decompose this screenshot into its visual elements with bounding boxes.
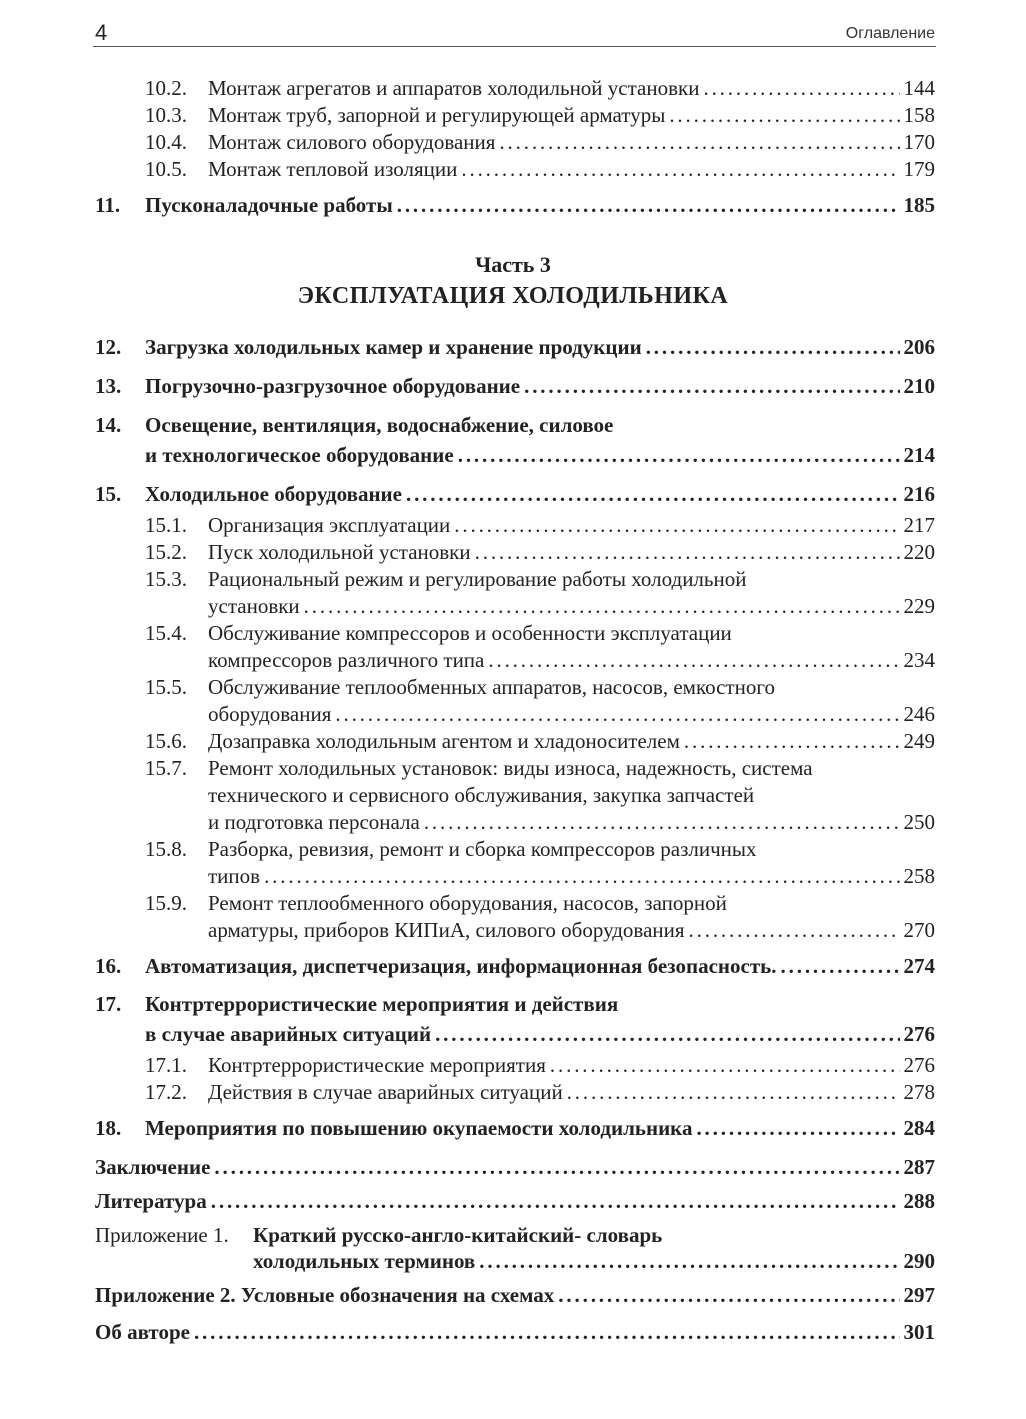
dot-leader <box>475 540 900 565</box>
page-ref: 284 <box>903 1116 935 1140</box>
dot-leader <box>458 443 900 468</box>
page-ref: 246 <box>903 702 935 726</box>
entry-line <box>208 675 775 700</box>
entry-number: 10.4. <box>145 130 187 154</box>
page-ref: 210 <box>903 374 935 398</box>
entry-line <box>208 891 727 916</box>
entry-number: Приложение 1. <box>95 1223 229 1247</box>
entry-line <box>208 810 935 835</box>
entry-title: Контртеррористические мероприятия и действия <box>145 992 619 1016</box>
dot-leader <box>304 594 900 619</box>
entry-line <box>208 648 935 673</box>
entry-title: Контртеррористические мероприятия <box>208 1053 546 1077</box>
entry-number: 17. <box>95 992 122 1016</box>
dot-leader <box>214 1155 899 1180</box>
entry-title: Обслуживание компрессоров и особенности эксплуатации <box>208 621 732 645</box>
entry-line <box>145 954 935 979</box>
page-ref: 274 <box>903 954 935 978</box>
page-ref: 158 <box>903 103 935 127</box>
entry-number: 15.5. <box>145 675 187 699</box>
entry-number: 10.2. <box>145 76 187 100</box>
entry-title: Организация эксплуатации <box>208 513 451 537</box>
dot-leader <box>479 1249 899 1274</box>
entry-title: Об авторе <box>95 1320 190 1344</box>
page-ref: 179 <box>903 157 935 181</box>
entry-title: Ремонт холодильных установок: виды износа, надежность, система <box>208 756 813 780</box>
part-title: ЭКСПЛУАТАЦИЯ ХОЛОДИЛЬНИКА <box>297 283 729 309</box>
entry-title: оборудования <box>208 702 332 726</box>
entry-title: арматуры, приборов КИПиА, силового оборудования <box>208 918 685 942</box>
dot-leader <box>397 193 900 218</box>
entry-title: Холодильное оборудование <box>145 482 402 506</box>
entry-line <box>208 594 935 619</box>
entry-line <box>95 1189 935 1214</box>
entry-number: 15.4. <box>145 621 187 645</box>
entry-number: 13. <box>95 374 122 398</box>
entry-line <box>145 413 613 438</box>
entry-number: 15.1. <box>145 513 187 537</box>
entry-title: в случае аварийных ситуаций <box>145 1022 432 1046</box>
entry-number: 15.2. <box>145 540 187 564</box>
page-ref: 288 <box>903 1189 935 1213</box>
entry-line <box>208 702 935 727</box>
entry-number: 17.1. <box>145 1053 187 1077</box>
dot-leader <box>194 1320 900 1345</box>
dot-leader <box>264 864 899 889</box>
entry-title: технического и сервисного обслуживания, закупка запчастей <box>208 783 755 807</box>
entry-line <box>208 1080 935 1105</box>
entry-line <box>208 157 935 182</box>
page-number: 4 <box>95 20 108 45</box>
page-ref: 287 <box>903 1155 935 1179</box>
entry-line <box>145 992 618 1017</box>
entry-number: 18. <box>95 1116 122 1140</box>
entry-line <box>95 1155 935 1180</box>
dot-leader <box>499 130 899 155</box>
entry-title: Монтаж тепловой изоляции <box>208 157 458 181</box>
entry-number: 17.2. <box>145 1080 187 1104</box>
entry-title: компрессоров различного типа <box>208 648 485 672</box>
entry-number: 15.7. <box>145 756 187 780</box>
dot-leader <box>646 335 900 360</box>
dot-leader <box>488 648 899 673</box>
entry-title: Обслуживание теплообменных аппаратов, насосов, емкостного <box>208 675 775 699</box>
entry-line <box>145 335 935 360</box>
entry-title: Мероприятия по повышению окупаемости холодильника <box>145 1116 693 1140</box>
entry-title: и технологическое оборудование <box>145 443 454 467</box>
page-ref: 276 <box>903 1022 935 1046</box>
page-ref: 216 <box>903 482 935 506</box>
entry-title: Заключение <box>95 1155 211 1179</box>
entry-title: Ремонт теплообменного оборудования, насосов, запорной <box>208 891 727 915</box>
entry-title: и подготовка персонала <box>208 810 420 834</box>
dot-leader <box>424 810 900 835</box>
entry-number: 11. <box>95 193 121 217</box>
entry-line <box>208 540 935 565</box>
dot-leader <box>689 918 900 943</box>
page-ref: 185 <box>903 193 935 217</box>
entry-line <box>145 1022 935 1047</box>
dot-leader <box>435 1022 899 1047</box>
page-ref: 276 <box>903 1053 935 1077</box>
entry-line <box>208 103 935 128</box>
dot-leader <box>335 702 899 727</box>
page-ref: 217 <box>903 513 935 537</box>
page-ref: 270 <box>903 918 935 942</box>
entry-line <box>208 729 935 754</box>
entry-number: 10.3. <box>145 103 187 127</box>
entry-line <box>95 1283 935 1308</box>
entry-line <box>208 76 935 101</box>
page-ref: 249 <box>903 729 935 753</box>
entry-number: 15. <box>95 482 122 506</box>
dot-leader <box>524 374 899 399</box>
page-ref: 258 <box>903 864 935 888</box>
dot-leader <box>669 103 899 128</box>
entry-title: Освещение, вентиляция, водоснабжение, силовое <box>145 413 614 437</box>
entry-number: 12. <box>95 335 122 359</box>
entry-title: Автоматизация, диспетчеризация, информационная безопасность. <box>145 954 777 978</box>
entry-title: Краткий русско-англо-китайский- словарь <box>253 1223 663 1247</box>
entry-line <box>208 918 935 943</box>
entry-title: типов <box>208 864 261 888</box>
entry-line <box>208 1053 935 1078</box>
entry-title: Приложение 2. Условные обозначения на схемах <box>95 1283 555 1307</box>
entry-title: Литература <box>95 1189 207 1213</box>
dot-leader <box>454 513 899 538</box>
page-ref: 234 <box>903 648 935 672</box>
dot-leader <box>567 1080 900 1105</box>
page-ref: 229 <box>903 594 935 618</box>
entry-title: Монтаж труб, запорной и регулирующей арматуры <box>208 103 666 127</box>
page-ref: 301 <box>903 1320 935 1344</box>
entry-line <box>208 130 935 155</box>
dot-leader <box>461 157 899 182</box>
entry-line <box>145 1116 935 1141</box>
entry-title: холодильных терминов <box>253 1249 476 1273</box>
part-label: Часть 3 <box>475 252 551 277</box>
entry-line <box>253 1249 935 1274</box>
dot-leader <box>550 1053 900 1078</box>
running-title: Оглавление <box>845 25 935 42</box>
entry-line <box>145 374 935 399</box>
entry-number: 10.5. <box>145 157 187 181</box>
page-ref: 220 <box>903 540 935 564</box>
page-ref: 144 <box>903 76 935 100</box>
page-ref: 250 <box>903 810 935 834</box>
page-ref: 206 <box>903 335 935 359</box>
entry-line <box>145 193 935 218</box>
entry-line <box>208 756 813 781</box>
page-ref: 278 <box>903 1080 935 1104</box>
entry-line <box>145 443 935 468</box>
entry-title: Загрузка холодильных камер и хранение продукции <box>145 335 642 359</box>
header-rule <box>93 46 936 47</box>
entry-line <box>208 864 935 889</box>
dot-leader <box>703 76 899 101</box>
page-ref: 170 <box>903 130 935 154</box>
dot-leader <box>684 729 900 754</box>
dot-leader <box>696 1116 899 1141</box>
entry-line <box>208 783 754 808</box>
page-ref: 290 <box>903 1249 935 1273</box>
entry-line <box>208 513 935 538</box>
entry-number: 15.3. <box>145 567 187 591</box>
entry-line <box>208 567 746 592</box>
entry-title: Дозаправка холодильным агентом и хладоносителем <box>208 729 680 753</box>
page-ref: 297 <box>903 1283 935 1307</box>
entry-line <box>253 1223 662 1248</box>
dot-leader <box>211 1189 900 1214</box>
dot-leader <box>558 1283 899 1308</box>
dot-leader <box>781 954 900 979</box>
entry-line <box>208 621 732 646</box>
entry-number: 15.6. <box>145 729 187 753</box>
entry-number: 15.8. <box>145 837 187 861</box>
entry-line <box>208 837 757 862</box>
page-ref: 214 <box>903 443 935 467</box>
entry-line <box>145 482 935 507</box>
entry-title: Погрузочно-разгрузочное оборудование <box>145 374 521 398</box>
entry-title: Разборка, ревизия, ремонт и сборка компрессоров различных <box>208 837 757 861</box>
entry-title: Пуск холодильной установки <box>208 540 471 564</box>
entry-number: 16. <box>95 954 122 978</box>
entry-title: Монтаж агрегатов и аппаратов холодильной установки <box>208 76 700 100</box>
entry-line <box>95 1320 935 1345</box>
entry-number: 15.9. <box>145 891 187 915</box>
entry-title: Действия в случае аварийных ситуаций <box>208 1080 563 1104</box>
entry-title: Пусконаладочные работы <box>145 193 393 217</box>
dot-leader <box>406 482 900 507</box>
entry-title: Рациональный режим и регулирование работы холодильной <box>208 567 747 591</box>
entry-title: Монтаж силового оборудования <box>208 130 496 154</box>
entry-title: установки <box>208 594 300 618</box>
entry-number: 14. <box>95 413 122 437</box>
